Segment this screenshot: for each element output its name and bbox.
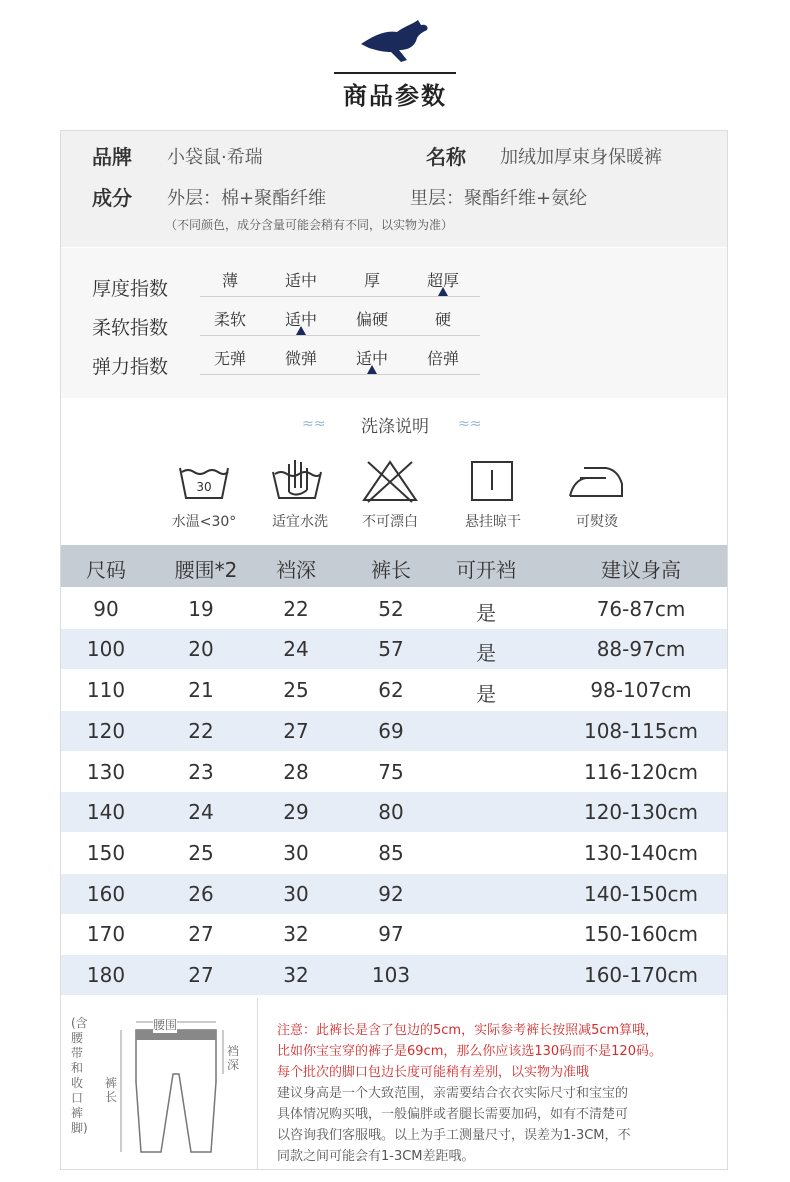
diagram-side-note: (含腰带和收口裤脚) <box>71 1016 88 1135</box>
thickness-option-selected: 超厚 <box>426 271 459 290</box>
note-red: 注意：此裤长是含了包边的5cm，实际参考裤长按照减5cm算哦， <box>277 1023 659 1038</box>
thickness-scale-line <box>200 296 480 297</box>
table-cell: 92 <box>378 882 404 906</box>
elasticity-option-selected: 适中 <box>355 349 388 368</box>
note-red: 比如你宝宝穿的裤子是69cm，那么你应该选130码而不是120码。 <box>277 1044 662 1059</box>
table-cell: 是 <box>476 682 496 706</box>
table-cell: 27 <box>188 963 214 987</box>
table-cell: 116-120cm <box>583 760 699 784</box>
wave-decoration-icon: ≈≈ <box>458 416 482 432</box>
page-title: 商品参数 <box>343 82 447 110</box>
table-row <box>61 711 727 751</box>
table-cell: 24 <box>283 637 309 661</box>
table-cell: 25 <box>188 841 214 865</box>
table-cell: 52 <box>378 597 404 621</box>
thickness-option: 厚 <box>363 271 380 290</box>
table-cell: 是 <box>476 641 496 665</box>
brand-value: 小袋鼠·希瑞 <box>167 147 263 168</box>
table-cell: 130 <box>86 760 126 784</box>
table-cell: 是 <box>476 601 496 625</box>
note-text: 建议身高是一个大致范围，亲需要结合衣衣实际尺寸和宝宝的 <box>277 1086 629 1101</box>
table-cell: 23 <box>188 760 214 784</box>
table-cell: 27 <box>188 922 214 946</box>
elasticity-option: 倍弹 <box>426 349 459 368</box>
table-cell: 120 <box>86 719 126 743</box>
table-row <box>61 833 727 873</box>
column-header: 裤长 <box>371 558 411 582</box>
wash-label: 不可漂白 <box>362 514 418 530</box>
outer-material: 外层：棉+聚酯纤维 <box>167 188 327 209</box>
note-text: 同款之间可能会有1-3CM差距哦。 <box>277 1149 475 1164</box>
title-rule <box>334 72 456 74</box>
column-header: 可开裆 <box>456 558 516 582</box>
wash-temp: 30 <box>196 480 212 494</box>
note-text: 以咨询我们客服哦。以上为手工测量尺寸，误差为1-3CM，不 <box>277 1128 631 1143</box>
name-label: 名称 <box>426 145 466 169</box>
wash-title: 洗涤说明 <box>361 417 429 437</box>
table-cell: 32 <box>283 922 309 946</box>
table-cell: 75 <box>378 760 404 784</box>
table-cell: 170 <box>86 922 126 946</box>
wash-label: 悬挂晾干 <box>465 514 521 530</box>
table-cell: 27 <box>283 719 309 743</box>
bottom-divider <box>257 998 258 1169</box>
thickness-option: 适中 <box>284 271 317 290</box>
pants-diagram-panel <box>61 998 257 1169</box>
brand-label: 品牌 <box>92 145 132 169</box>
table-cell: 180 <box>86 963 126 987</box>
table-row <box>61 874 727 914</box>
table-cell: 140 <box>86 800 126 824</box>
table-cell: 90 <box>93 597 119 621</box>
table-cell: 69 <box>378 719 404 743</box>
table-cell: 22 <box>188 719 214 743</box>
table-cell: 24 <box>188 800 214 824</box>
table-cell: 108-115cm <box>583 719 699 743</box>
elasticity-label: 弹力指数 <box>92 356 169 378</box>
softness-label: 柔软指数 <box>92 317 169 339</box>
table-cell: 130-140cm <box>583 841 699 865</box>
note-text: 具体情况购买哦，一般偏胖或者腿长需要加码，如有不清楚可 <box>277 1107 629 1122</box>
table-row <box>61 914 727 954</box>
table-cell: 32 <box>283 963 309 987</box>
table-row <box>61 955 727 995</box>
wave-decoration-icon: ≈≈ <box>302 416 326 432</box>
table-cell: 76-87cm <box>596 597 686 621</box>
table-cell: 28 <box>283 760 309 784</box>
column-header: 建议身高 <box>601 558 681 582</box>
no-bleach-icon <box>360 458 420 504</box>
table-cell: 26 <box>188 882 214 906</box>
table-row <box>61 670 727 710</box>
column-header: 尺码 <box>86 558 126 582</box>
note-red: 每个批次的脚口包边长度可能稍有差别，以实物为准哦 <box>277 1065 590 1080</box>
softness-option: 偏硬 <box>355 310 388 329</box>
table-cell: 100 <box>86 637 126 661</box>
table-cell: 57 <box>378 637 404 661</box>
table-cell: 97 <box>378 922 404 946</box>
elasticity-scale-line <box>200 374 480 375</box>
table-cell: 88-97cm <box>596 637 686 661</box>
softness-option-selected: 适中 <box>284 310 317 329</box>
hand-wash-icon <box>267 458 327 504</box>
table-cell: 150-160cm <box>583 922 699 946</box>
table-cell: 160 <box>86 882 126 906</box>
table-cell: 140-150cm <box>583 882 699 906</box>
table-cell: 85 <box>378 841 404 865</box>
wash-label: 可熨烫 <box>576 514 618 530</box>
table-cell: 25 <box>283 678 309 702</box>
elasticity-option: 微弹 <box>284 349 317 368</box>
table-cell: 20 <box>188 637 214 661</box>
table-cell: 29 <box>283 800 309 824</box>
elasticity-option: 无弹 <box>213 349 246 368</box>
length-label: 裤长 <box>105 1076 118 1104</box>
softness-option: 硬 <box>434 310 451 329</box>
inner-material: 里层：聚酯纤维+氨纶 <box>410 188 588 209</box>
softness-scale-line <box>200 335 480 336</box>
wash-label: 适宜水洗 <box>272 514 328 530</box>
size-table-header <box>61 545 727 587</box>
table-cell: 21 <box>188 678 214 702</box>
waist-label: 腰围 <box>153 1018 178 1032</box>
table-cell: 62 <box>378 678 404 702</box>
table-cell: 110 <box>86 678 126 702</box>
thickness-option: 薄 <box>221 271 238 290</box>
table-cell: 30 <box>283 841 309 865</box>
table-cell: 103 <box>371 963 411 987</box>
iron-icon <box>566 458 626 504</box>
name-value: 加绒加厚束身保暖裤 <box>500 147 662 168</box>
wash-30-icon <box>174 458 234 504</box>
table-cell: 80 <box>378 800 404 824</box>
table-cell: 98-107cm <box>590 678 692 702</box>
table-cell: 30 <box>283 882 309 906</box>
table-cell: 160-170cm <box>583 963 699 987</box>
table-cell: 150 <box>86 841 126 865</box>
kangaroo-logo <box>355 16 435 68</box>
softness-marker <box>296 326 306 335</box>
column-header: 裆深 <box>276 558 316 582</box>
column-header: 腰围*2 <box>174 558 238 582</box>
wash-label: 水温<30° <box>171 514 237 530</box>
table-cell: 22 <box>283 597 309 621</box>
thickness-label: 厚度指数 <box>92 278 169 300</box>
rise-label: 裆深 <box>227 1044 240 1072</box>
thickness-marker <box>438 287 448 296</box>
table-cell: 19 <box>188 597 214 621</box>
table-row <box>61 629 727 669</box>
line-dry-icon <box>462 458 522 504</box>
table-row <box>61 589 727 629</box>
composition-label: 成分 <box>92 186 132 210</box>
elasticity-marker <box>367 365 377 374</box>
table-cell: 120-130cm <box>583 800 699 824</box>
table-row <box>61 792 727 832</box>
composition-note: （不同颜色，成分含量可能会稍有不同，以实物为准） <box>165 218 454 232</box>
table-row <box>61 752 727 792</box>
softness-option: 柔软 <box>213 310 246 329</box>
